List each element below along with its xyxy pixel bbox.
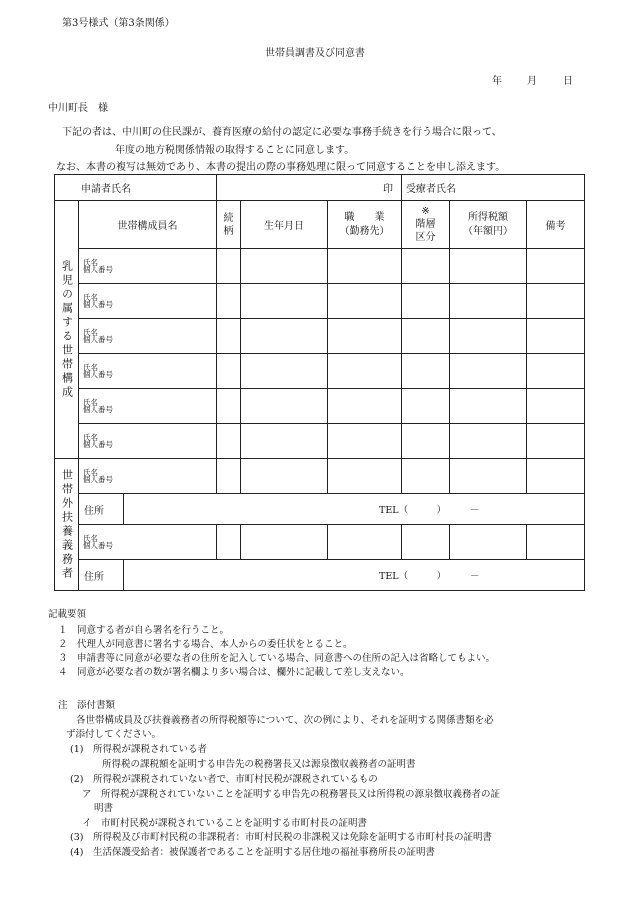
date-month-label: 月 xyxy=(527,76,537,87)
seal-mark: 印 xyxy=(383,184,394,195)
attachments-intro-1: 各世帯構成員及び扶養義務者の所得税額等について、次の例により、それを証明する関係書類を必 xyxy=(76,715,494,726)
member-row xyxy=(55,249,585,284)
note-item: ３ 申請書等に同意が必要な者の住所を記入している場合、同意書への住所の記入は省略してもよい。 xyxy=(58,653,496,664)
dependent-row xyxy=(55,459,585,494)
applicant-name-label: 申請者氏名 xyxy=(55,175,217,201)
header-occupation: 職 業 （勤務先） xyxy=(328,201,402,249)
member-name-cell[interactable]: 氏名 個人番号 xyxy=(79,354,217,389)
member-row xyxy=(55,389,585,424)
attachments-heading: 注 添付書類 xyxy=(58,700,116,711)
dependent-address-field[interactable] xyxy=(79,560,585,591)
date-year-label: 年 xyxy=(492,76,502,87)
address-label: 住所 xyxy=(79,560,124,590)
document-title: 世帯員調書及び同意書 xyxy=(265,48,365,59)
attachment-2: (2) 所得税が課税されていない者で、市町村民税が課税されているもの xyxy=(70,774,378,785)
attachment-3: (3) 所得税及び市町村民税の非課税者：市町村民税の非課税又は免除を証明する市町村長の証明書 xyxy=(70,832,492,843)
member-row xyxy=(55,354,585,389)
dependent-name-cell[interactable]: 氏名 個人番号 xyxy=(79,525,217,560)
dependent-address-row xyxy=(55,494,585,525)
note-item: １ 同意する者が自ら署名を行うこと。 xyxy=(58,625,230,636)
header-remarks: 備考 xyxy=(527,201,585,249)
patient-name-label: 受療者氏名 xyxy=(406,184,457,195)
member-row xyxy=(55,284,585,319)
patient-name-field[interactable] xyxy=(402,175,585,201)
attachment-1: (1) 所得税が課税されている者 xyxy=(70,744,207,755)
member-name-cell[interactable]: 氏名 個人番号 xyxy=(79,319,217,354)
body-line-1: 下記の者は、中川町の住民課が、養育医療の給付の認定に必要な事務手続きを行う場合に限って、 xyxy=(62,127,502,138)
member-row xyxy=(55,319,585,354)
attachment-4: (4) 生活保護受給者：被保護者であることを証明する居住地の福祉事務所長の証明書 xyxy=(70,847,435,858)
header-relation: 続柄 xyxy=(217,201,241,249)
attachments-intro-2: ず添付してください。 xyxy=(66,729,162,740)
form-number: 第3号様式（第3条関係） xyxy=(62,18,175,29)
attachment-1-detail: 所得税の課税額を証明する申告先の税務署長又は源泉徴収義務者の証明書 xyxy=(102,759,416,770)
dependent-address-row xyxy=(55,560,585,591)
address-label: 住所 xyxy=(79,494,124,524)
member-name-cell[interactable]: 氏名 個人番号 xyxy=(79,424,217,459)
member-name-cell[interactable]: 氏名 個人番号 xyxy=(79,249,217,284)
notes-list xyxy=(58,624,495,680)
member-name-cell[interactable]: 氏名 個人番号 xyxy=(79,389,217,424)
notes-heading: 記載要領 xyxy=(48,609,87,620)
note-item: ４ 同意が必要な者の数が署名欄より多い場合は、欄外に記載して差し支えない。 xyxy=(58,667,410,678)
header-member: 世帯構成員名 xyxy=(79,201,217,249)
tel-label: TEL（ ） － xyxy=(379,571,480,582)
member-row xyxy=(55,424,585,459)
tel-label: TEL（ ） － xyxy=(379,505,480,516)
member-name-cell[interactable]: 氏名 個人番号 xyxy=(79,284,217,319)
header-tier: ※ 階層 区分 xyxy=(402,201,450,249)
note-item: ２ 代理人が同意書に署名する場合、本人からの委任状をとること。 xyxy=(58,639,353,650)
section-household-label: 乳児の属する世帯構成 xyxy=(60,259,74,400)
attachment-2-a-cont: 明書 xyxy=(94,803,114,814)
body-line-3: なお、本書の複写は無効であり、本書の提出の際の事務処理に限って同意することを申し添えます。 xyxy=(56,162,506,173)
section-dependents-label: 世帯外扶養義務者 xyxy=(60,468,74,581)
attachment-2-a: ア 所得税が課税されていないことを証明する申告先の税務署長又は所得税の源泉徴収義務者の証 xyxy=(82,789,501,800)
applicant-name-field[interactable] xyxy=(217,175,402,201)
header-row xyxy=(55,201,585,249)
dependent-address-field[interactable] xyxy=(79,494,585,525)
dependent-name-cell[interactable]: 氏名 個人番号 xyxy=(79,459,217,494)
section-dependents xyxy=(55,459,79,591)
header-birthdate: 生年月日 xyxy=(241,201,328,249)
date-day-label: 日 xyxy=(563,76,573,87)
dependent-row xyxy=(55,525,585,560)
body-line-2: 年度の地方税関係情報の取得することに同意します。 xyxy=(115,145,355,156)
section-household xyxy=(55,201,79,459)
applicant-row xyxy=(55,175,585,201)
addressee: 中川町長 様 xyxy=(48,103,108,114)
household-table xyxy=(54,174,585,591)
attachment-2-b: イ 市町村民税が課税されていることを証明する市町村長の証明書 xyxy=(82,818,368,829)
header-income-tax: 所得税額 （年額円） xyxy=(450,201,527,249)
